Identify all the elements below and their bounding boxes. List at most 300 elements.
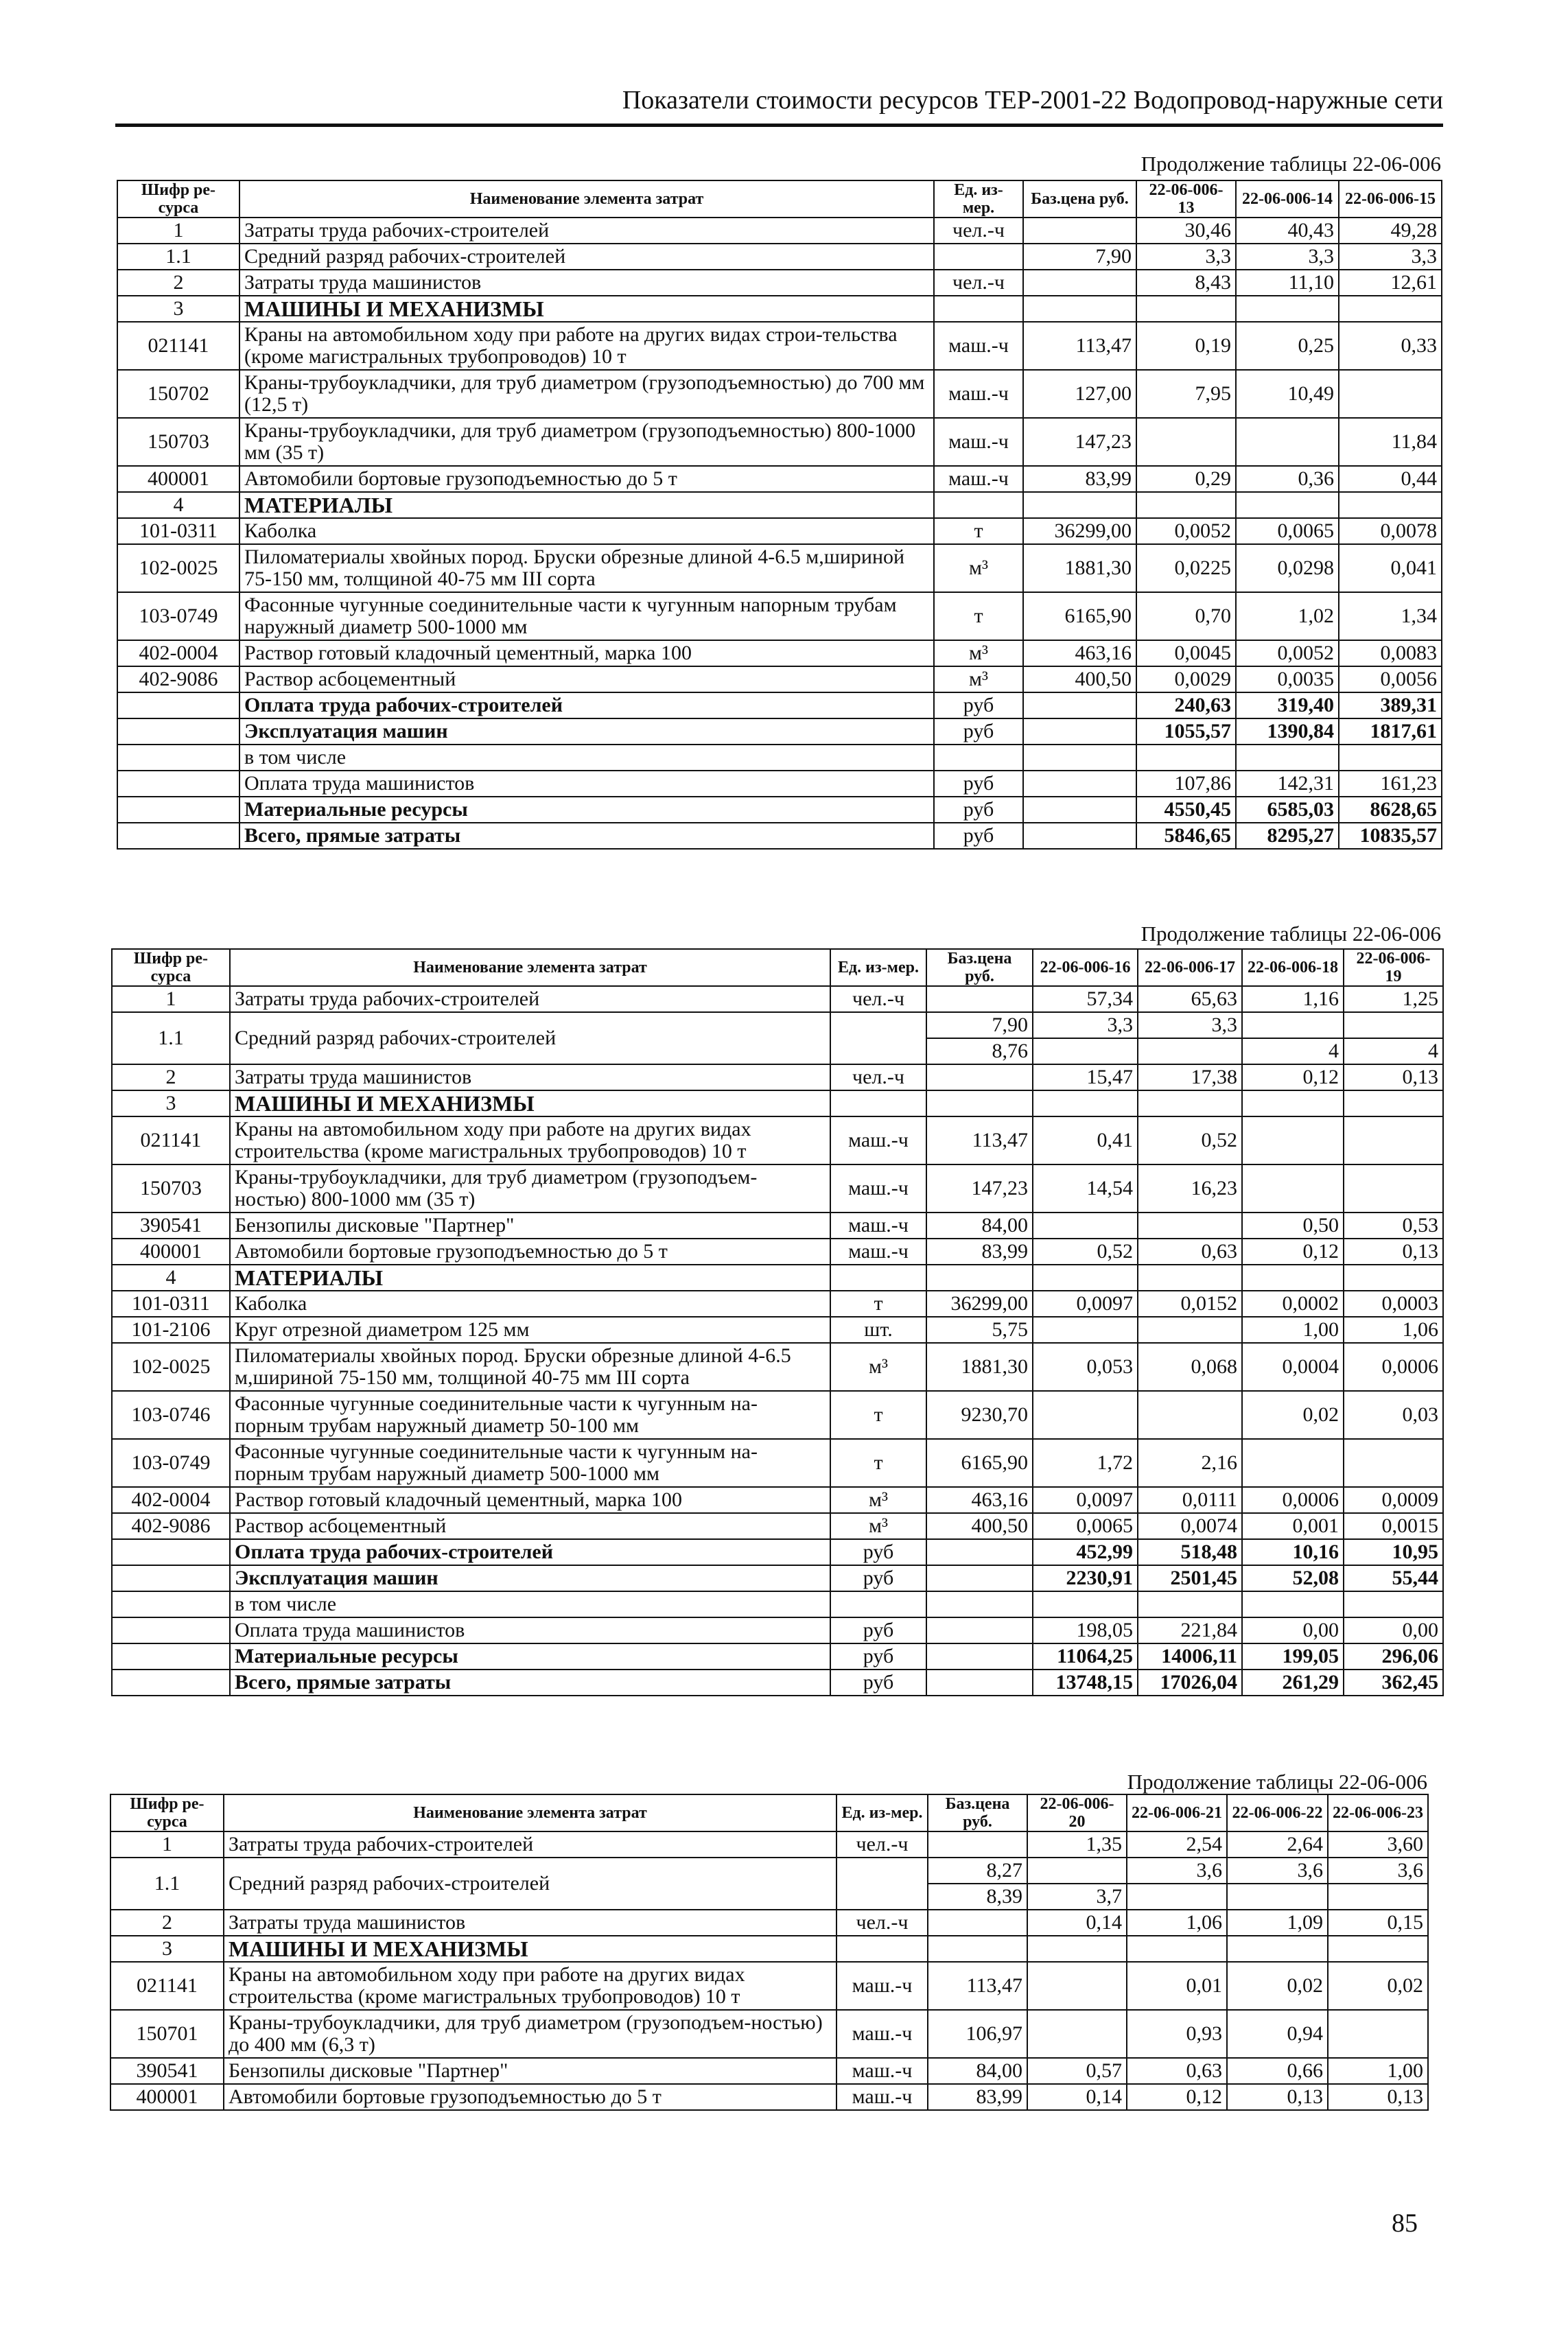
table-row — [117, 370, 1442, 418]
norm-value-cell — [1027, 2010, 1127, 2058]
norm-value-cell — [1027, 1936, 1127, 1962]
unit-cell — [830, 1265, 926, 1291]
base-price-cell: 83,99 — [926, 1239, 1033, 1265]
resource-code-cell: 021141 — [112, 1116, 230, 1164]
norm-value-cell: 0,29 — [1136, 466, 1236, 492]
norm-value-cell: 0,0004 — [1242, 1343, 1344, 1391]
norm-value-cell: 1055,57 — [1136, 718, 1236, 745]
base-price-cell — [1023, 797, 1136, 823]
resource-code-cell: 400001 — [117, 466, 239, 492]
norm-value-cell: 2230,91 — [1033, 1565, 1138, 1591]
cost-element-name-cell: Раствор асбоцементный — [239, 666, 934, 692]
norm-value-cell: 12,61 — [1339, 270, 1442, 296]
unit-cell: маш.-ч — [934, 322, 1023, 370]
norm-value-cell: 4 — [1242, 1038, 1344, 1064]
norm-value-cell: 0,0052 — [1136, 518, 1236, 544]
norm-value-cell — [1344, 1439, 1443, 1487]
base-price-cell: 8,39 — [928, 1884, 1027, 1910]
norm-value-cell — [1138, 1317, 1242, 1343]
unit-cell: т — [830, 1391, 926, 1439]
unit-cell: маш.-ч — [934, 466, 1023, 492]
table-row — [117, 771, 1442, 797]
norm-value-cell: 49,28 — [1339, 218, 1442, 244]
base-price-cell: 7,90 — [926, 1012, 1033, 1038]
norm-value-cell: 17,38 — [1138, 1064, 1242, 1090]
base-price-cell: 84,00 — [926, 1213, 1033, 1239]
base-price-cell — [1023, 745, 1136, 771]
cost-element-name-cell: Затраты труда рабочих-строителей — [239, 218, 934, 244]
unit-cell — [934, 492, 1023, 518]
column-header: Наименование элемента затрат — [224, 1794, 836, 1831]
norm-value-cell — [1138, 1391, 1242, 1439]
continuation-label-1: Продолжение таблицы 22-06-006 — [1140, 152, 1441, 176]
norm-value-cell: 0,15 — [1328, 1910, 1428, 1936]
base-price-cell: 463,16 — [926, 1487, 1033, 1513]
unit-cell: м³ — [830, 1343, 926, 1391]
norm-value-cell: 0,0097 — [1033, 1291, 1138, 1317]
table-row — [112, 1439, 1443, 1487]
base-price-cell: 7,90 — [1023, 244, 1136, 270]
table-row — [112, 1239, 1443, 1265]
norm-value-cell — [1339, 296, 1442, 322]
norm-value-cell — [1136, 418, 1236, 466]
cost-element-name-cell: Материальные ресурсы — [230, 1643, 830, 1670]
base-price-cell — [926, 1565, 1033, 1591]
norm-value-cell: 0,12 — [1242, 1239, 1344, 1265]
norm-value-cell: 1,06 — [1344, 1317, 1443, 1343]
unit-cell: чел.-ч — [934, 218, 1023, 244]
unit-cell: т — [934, 518, 1023, 544]
norm-value-cell — [1344, 1591, 1443, 1617]
cost-element-name-cell: Всего, прямые затраты — [230, 1670, 830, 1696]
norm-value-cell — [1328, 1884, 1428, 1910]
cost-element-name-cell: Фасонные чугунные соединительные части к чугунным напорным трубам наружный диаметр 500-1000 мм — [239, 592, 934, 640]
norm-value-cell — [1136, 492, 1236, 518]
cost-element-name-cell: МАШИНЫ И МЕХАНИЗМЫ — [230, 1090, 830, 1116]
resource-code-cell — [117, 771, 239, 797]
norm-value-cell: 0,00 — [1242, 1617, 1344, 1643]
cost-element-name-cell: в том числе — [239, 745, 934, 771]
base-price-cell: 36299,00 — [926, 1291, 1033, 1317]
resource-code-cell — [112, 1643, 230, 1670]
table-row — [112, 1617, 1443, 1643]
norm-value-cell — [1033, 1265, 1138, 1291]
cost-element-name-cell: Оплата труда машинистов — [239, 771, 934, 797]
column-header: 22-06-006-22 — [1227, 1794, 1328, 1831]
unit-cell: руб — [830, 1643, 926, 1670]
table-row — [117, 745, 1442, 771]
continuation-label-3: Продолжение таблицы 22-06-006 — [1127, 1770, 1427, 1794]
column-header: Шифр ре-сурса — [117, 180, 239, 218]
unit-cell: чел.-ч — [836, 1831, 928, 1858]
table-row — [117, 640, 1442, 666]
unit-cell: руб — [934, 797, 1023, 823]
unit-cell: м³ — [934, 666, 1023, 692]
table-row — [112, 1391, 1443, 1439]
table-row — [110, 1831, 1428, 1858]
unit-cell: руб — [830, 1617, 926, 1643]
norm-value-cell: 5846,65 — [1136, 823, 1236, 849]
resource-code-cell: 402-9086 — [117, 666, 239, 692]
resource-code-cell — [117, 718, 239, 745]
norm-value-cell — [1033, 1038, 1138, 1064]
column-header: 22-06-006-18 — [1242, 949, 1344, 986]
table-row — [117, 296, 1442, 322]
resource-table-3 — [110, 1794, 1429, 2111]
norm-value-cell — [1242, 1265, 1344, 1291]
norm-value-cell: 1,00 — [1242, 1317, 1344, 1343]
table-row — [112, 1513, 1443, 1539]
column-header: Наименование элемента затрат — [230, 949, 830, 986]
table-row — [112, 1064, 1443, 1090]
resource-code-cell: 1.1 — [117, 244, 239, 270]
resource-code-cell: 402-0004 — [117, 640, 239, 666]
cost-element-name-cell: Краны-трубоукладчики, для труб диаметром (грузоподъемностью) 800-1000 мм (35 т) — [239, 418, 934, 466]
norm-value-cell — [1033, 1317, 1138, 1343]
resource-code-cell: 021141 — [110, 1962, 224, 2010]
resource-code-cell: 390541 — [110, 2058, 224, 2084]
unit-cell: руб — [830, 1539, 926, 1565]
unit-cell: руб — [934, 718, 1023, 745]
norm-value-cell: 0,0045 — [1136, 640, 1236, 666]
base-price-cell: 1881,30 — [1023, 544, 1136, 592]
page-header: Показатели стоимости ресурсов ТЕР-2001-22 Водопровод-наружные сети — [622, 86, 1443, 115]
table-row — [110, 2084, 1428, 2110]
base-price-cell: 1881,30 — [926, 1343, 1033, 1391]
norm-value-cell: 0,33 — [1339, 322, 1442, 370]
resource-table-2 — [111, 948, 1444, 1696]
table-row — [112, 1090, 1443, 1116]
norm-value-cell: 518,48 — [1138, 1539, 1242, 1565]
cost-element-name-cell: Фасонные чугунные соединительные части к чугунным на-порным трубам наружный диаметр 50-100 мм — [230, 1391, 830, 1439]
norm-value-cell: 0,068 — [1138, 1343, 1242, 1391]
norm-value-cell: 0,70 — [1136, 592, 1236, 640]
norm-value-cell: 0,14 — [1027, 2084, 1127, 2110]
table-row — [117, 692, 1442, 718]
norm-value-cell — [1236, 296, 1339, 322]
norm-value-cell — [1339, 370, 1442, 418]
base-price-cell: 147,23 — [1023, 418, 1136, 466]
unit-cell: маш.-ч — [934, 370, 1023, 418]
cost-element-name-cell: Средний разряд рабочих-строителей — [224, 1858, 836, 1910]
resource-code-cell — [112, 1565, 230, 1591]
norm-value-cell: 0,0078 — [1339, 518, 1442, 544]
norm-value-cell — [1227, 1936, 1328, 1962]
norm-value-cell: 198,05 — [1033, 1617, 1138, 1643]
table-row — [117, 418, 1442, 466]
norm-value-cell — [1242, 1090, 1344, 1116]
norm-value-cell: 65,63 — [1138, 986, 1242, 1012]
unit-cell: маш.-ч — [830, 1213, 926, 1239]
table-row — [112, 1670, 1443, 1696]
resource-code-cell: 150702 — [117, 370, 239, 418]
cost-element-name-cell: Краны-трубоукладчики, для труб диаметром (грузоподъемностью) до 700 мм (12,5 т) — [239, 370, 934, 418]
norm-value-cell: 0,53 — [1344, 1213, 1443, 1239]
table-row — [117, 823, 1442, 849]
table-row — [110, 1910, 1428, 1936]
unit-cell: шт. — [830, 1317, 926, 1343]
norm-value-cell: 1,35 — [1027, 1831, 1127, 1858]
table-row — [117, 518, 1442, 544]
cost-element-name-cell: МАТЕРИАЛЫ — [239, 492, 934, 518]
resource-code-cell — [117, 797, 239, 823]
norm-value-cell: 240,63 — [1136, 692, 1236, 718]
base-price-cell — [1023, 296, 1136, 322]
norm-value-cell — [1138, 1038, 1242, 1064]
column-header: 22-06-006-14 — [1236, 180, 1339, 218]
norm-value-cell: 0,13 — [1227, 2084, 1328, 2110]
cost-element-name-cell: Затраты труда рабочих-строителей — [230, 986, 830, 1012]
base-price-cell — [926, 1539, 1033, 1565]
norm-value-cell: 0,19 — [1136, 322, 1236, 370]
unit-cell: т — [934, 592, 1023, 640]
norm-value-cell — [1033, 1591, 1138, 1617]
resource-code-cell: 3 — [110, 1936, 224, 1962]
base-price-cell — [1023, 492, 1136, 518]
table-row — [117, 492, 1442, 518]
base-price-cell: 147,23 — [926, 1164, 1033, 1213]
norm-value-cell: 0,0002 — [1242, 1291, 1344, 1317]
resource-code-cell: 102-0025 — [112, 1343, 230, 1391]
table-row — [117, 718, 1442, 745]
norm-value-cell: 2,64 — [1227, 1831, 1328, 1858]
column-header: 22-06-006-20 — [1027, 1794, 1127, 1831]
resource-code-cell: 3 — [117, 296, 239, 322]
norm-value-cell: 0,0029 — [1136, 666, 1236, 692]
resource-code-cell: 3 — [112, 1090, 230, 1116]
norm-value-cell — [1344, 1090, 1443, 1116]
cost-element-name-cell: Каболка — [230, 1291, 830, 1317]
norm-value-cell: 221,84 — [1138, 1617, 1242, 1643]
column-header: Ед. из-мер. — [836, 1794, 928, 1831]
resource-code-cell: 1.1 — [112, 1012, 230, 1064]
norm-value-cell: 0,0052 — [1236, 640, 1339, 666]
resource-code-cell: 150701 — [110, 2010, 224, 2058]
norm-value-cell: 11,84 — [1339, 418, 1442, 466]
resource-code-cell: 2 — [112, 1064, 230, 1090]
norm-value-cell: 17026,04 — [1138, 1670, 1242, 1696]
resource-code-cell: 4 — [117, 492, 239, 518]
norm-value-cell: 1,34 — [1339, 592, 1442, 640]
resource-code-cell: 1.1 — [110, 1858, 224, 1910]
base-price-cell — [928, 1910, 1027, 1936]
base-price-cell: 5,75 — [926, 1317, 1033, 1343]
column-header: 22-06-006-16 — [1033, 949, 1138, 986]
norm-value-cell: 1,06 — [1127, 1910, 1227, 1936]
base-price-cell: 113,47 — [926, 1116, 1033, 1164]
resource-code-cell: 1 — [117, 218, 239, 244]
norm-value-cell — [1127, 1936, 1227, 1962]
norm-value-cell: 0,001 — [1242, 1513, 1344, 1539]
unit-cell: м³ — [934, 640, 1023, 666]
norm-value-cell — [1136, 745, 1236, 771]
base-price-cell — [1023, 218, 1136, 244]
norm-value-cell: 0,50 — [1242, 1213, 1344, 1239]
norm-value-cell: 0,13 — [1344, 1239, 1443, 1265]
norm-value-cell: 0,63 — [1138, 1239, 1242, 1265]
column-header: Баз.цена руб. — [1023, 180, 1136, 218]
norm-value-cell: 1,00 — [1328, 2058, 1428, 2084]
unit-cell: руб — [830, 1565, 926, 1591]
column-header: Баз.цена руб. — [928, 1794, 1027, 1831]
norm-value-cell — [1242, 1591, 1344, 1617]
norm-value-cell: 40,43 — [1236, 218, 1339, 244]
table-row — [110, 1962, 1428, 2010]
resource-code-cell — [112, 1591, 230, 1617]
norm-value-cell: 3,6 — [1127, 1858, 1227, 1884]
norm-value-cell: 107,86 — [1136, 771, 1236, 797]
norm-value-cell: 10,49 — [1236, 370, 1339, 418]
norm-value-cell: 3,3 — [1136, 244, 1236, 270]
unit-cell: м³ — [934, 544, 1023, 592]
norm-value-cell — [1344, 1164, 1443, 1213]
norm-value-cell: 0,0298 — [1236, 544, 1339, 592]
norm-value-cell: 10835,57 — [1339, 823, 1442, 849]
norm-value-cell: 10,16 — [1242, 1539, 1344, 1565]
cost-element-name-cell: Автомобили бортовые грузоподъемностью до 5 т — [239, 466, 934, 492]
table-row — [117, 270, 1442, 296]
unit-cell: маш.-ч — [836, 2084, 928, 2110]
norm-value-cell: 362,45 — [1344, 1670, 1443, 1696]
norm-value-cell: 3,7 — [1027, 1884, 1127, 1910]
unit-cell — [836, 1858, 928, 1910]
norm-value-cell: 0,041 — [1339, 544, 1442, 592]
table-row — [112, 1643, 1443, 1670]
table-row — [112, 1565, 1443, 1591]
table-row — [110, 2010, 1428, 2058]
resource-code-cell — [117, 745, 239, 771]
table-header-row — [117, 180, 1442, 218]
norm-value-cell — [1033, 1090, 1138, 1116]
norm-value-cell: 0,57 — [1027, 2058, 1127, 2084]
cost-element-name-cell: Автомобили бортовые грузоподъемностью до 5 т — [224, 2084, 836, 2110]
unit-cell — [830, 1012, 926, 1064]
norm-value-cell: 319,40 — [1236, 692, 1339, 718]
norm-value-cell: 3,3 — [1138, 1012, 1242, 1038]
norm-value-cell: 0,66 — [1227, 2058, 1328, 2084]
resource-code-cell — [117, 823, 239, 849]
unit-cell: чел.-ч — [836, 1910, 928, 1936]
cost-element-name-cell: Эксплуатация машин — [239, 718, 934, 745]
norm-value-cell: 199,05 — [1242, 1643, 1344, 1670]
norm-value-cell: 8628,65 — [1339, 797, 1442, 823]
norm-value-cell — [1236, 745, 1339, 771]
norm-value-cell — [1242, 1164, 1344, 1213]
cost-element-name-cell: Автомобили бортовые грузоподъемностью до 5 т — [230, 1239, 830, 1265]
unit-cell: м³ — [830, 1487, 926, 1513]
cost-element-name-cell: МАШИНЫ И МЕХАНИЗМЫ — [239, 296, 934, 322]
cost-element-name-cell: Краны на автомобильном ходу при работе на других видах строи-тельства (кроме магистральных трубопроводов) 10 т — [239, 322, 934, 370]
unit-cell — [934, 244, 1023, 270]
norm-value-cell: 0,02 — [1242, 1391, 1344, 1439]
norm-value-cell: 0,44 — [1339, 466, 1442, 492]
base-price-cell — [928, 1936, 1027, 1962]
norm-value-cell: 16,23 — [1138, 1164, 1242, 1213]
column-header: 22-06-006-21 — [1127, 1794, 1227, 1831]
resource-code-cell: 103-0749 — [112, 1439, 230, 1487]
norm-value-cell: 13748,15 — [1033, 1670, 1138, 1696]
norm-value-cell: 0,0225 — [1136, 544, 1236, 592]
norm-value-cell: 2,16 — [1138, 1439, 1242, 1487]
cost-element-name-cell: Материальные ресурсы — [239, 797, 934, 823]
unit-cell: чел.-ч — [830, 986, 926, 1012]
norm-value-cell: 3,60 — [1328, 1831, 1428, 1858]
table-row — [117, 666, 1442, 692]
unit-cell — [934, 296, 1023, 322]
norm-value-cell — [1033, 1213, 1138, 1239]
resource-code-cell: 101-0311 — [112, 1291, 230, 1317]
norm-value-cell: 14006,11 — [1138, 1643, 1242, 1670]
norm-value-cell: 452,99 — [1033, 1539, 1138, 1565]
table-header-row — [112, 949, 1443, 986]
table-row — [112, 1116, 1443, 1164]
norm-value-cell: 3,3 — [1236, 244, 1339, 270]
cost-element-name-cell: Краны-трубоукладчики, для труб диаметром (грузоподъем-ностью) до 400 мм (6,3 т) — [224, 2010, 836, 2058]
base-price-cell: 84,00 — [928, 2058, 1027, 2084]
unit-cell: маш.-ч — [836, 1962, 928, 2010]
cost-element-name-cell: Оплата труда рабочих-строителей — [239, 692, 934, 718]
norm-value-cell: 0,053 — [1033, 1343, 1138, 1391]
unit-cell: маш.-ч — [934, 418, 1023, 466]
column-header: Баз.цена руб. — [926, 949, 1033, 986]
base-price-cell: 83,99 — [1023, 466, 1136, 492]
cost-element-name-cell: Круг отрезной диаметром 125 мм — [230, 1317, 830, 1343]
norm-value-cell: 10,95 — [1344, 1539, 1443, 1565]
base-price-cell — [1023, 771, 1136, 797]
norm-value-cell: 0,0065 — [1033, 1513, 1138, 1539]
norm-value-cell — [1227, 1884, 1328, 1910]
norm-value-cell — [1127, 1884, 1227, 1910]
column-header: 22-06-006-17 — [1138, 949, 1242, 986]
table-row — [117, 797, 1442, 823]
norm-value-cell: 0,01 — [1127, 1962, 1227, 2010]
base-price-cell: 36299,00 — [1023, 518, 1136, 544]
base-price-cell: 9230,70 — [926, 1391, 1033, 1439]
norm-value-cell — [1138, 1265, 1242, 1291]
base-price-cell — [926, 1643, 1033, 1670]
cost-element-name-cell: МАТЕРИАЛЫ — [230, 1265, 830, 1291]
cost-element-name-cell: Затраты труда машинистов — [239, 270, 934, 296]
cost-element-name-cell: Затраты труда машинистов — [230, 1064, 830, 1090]
continuation-label-2: Продолжение таблицы 22-06-006 — [1140, 922, 1441, 946]
table-row — [112, 1317, 1443, 1343]
table-row — [112, 1213, 1443, 1239]
norm-value-cell: 0,0074 — [1138, 1513, 1242, 1539]
base-price-cell: 113,47 — [1023, 322, 1136, 370]
norm-value-cell: 2501,45 — [1138, 1565, 1242, 1591]
base-price-cell — [926, 1265, 1033, 1291]
norm-value-cell: 1,16 — [1242, 986, 1344, 1012]
unit-cell: маш.-ч — [836, 2058, 928, 2084]
resource-code-cell: 402-0004 — [112, 1487, 230, 1513]
unit-cell: маш.-ч — [830, 1164, 926, 1213]
resource-code-cell: 103-0746 — [112, 1391, 230, 1439]
column-header: Ед. из-мер. — [934, 180, 1023, 218]
table-row — [112, 1591, 1443, 1617]
cost-element-name-cell: Средний разряд рабочих-строителей — [230, 1012, 830, 1064]
base-price-cell: 127,00 — [1023, 370, 1136, 418]
norm-value-cell: 0,14 — [1027, 1910, 1127, 1936]
cost-element-name-cell: Средний разряд рабочих-строителей — [239, 244, 934, 270]
resource-code-cell: 390541 — [112, 1213, 230, 1239]
cost-element-name-cell: Бензопилы дисковые "Партнер" — [230, 1213, 830, 1239]
norm-value-cell — [1138, 1213, 1242, 1239]
base-price-cell — [1023, 718, 1136, 745]
norm-value-cell — [1328, 1936, 1428, 1962]
unit-cell: руб — [934, 692, 1023, 718]
norm-value-cell — [1242, 1012, 1344, 1038]
cost-element-name-cell: Затраты труда рабочих-строителей — [224, 1831, 836, 1858]
